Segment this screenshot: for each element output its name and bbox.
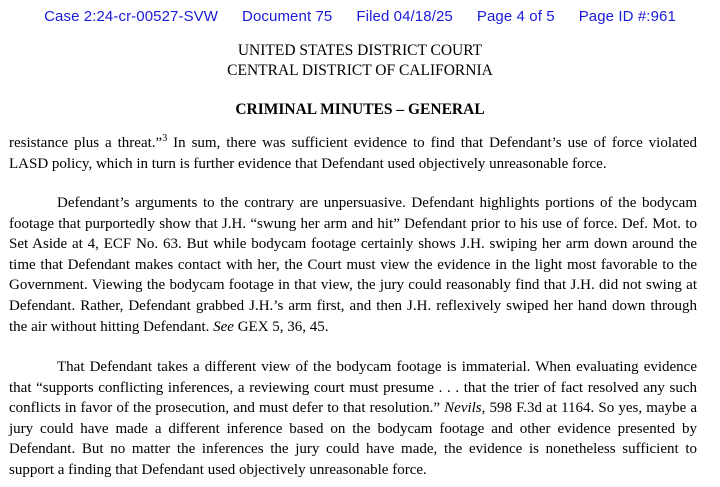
filing-header	[0, 8, 720, 25]
paragraph-1-lead: resistance plus a threat.”	[9, 135, 163, 151]
filed-date: Filed 04/18/25	[356, 8, 453, 25]
paragraph-2	[9, 193, 697, 337]
paragraph-3	[9, 357, 697, 481]
citation: GEX 5, 36, 45.	[233, 318, 329, 335]
paragraph-3-rest: , 598 F.3d at 1164. So yes, maybe a jury could have made a different inference based on the bodycam footage and other evidence presented by Defendant. But no matter the inferences the jury could have made, the evidence is nonetheless sufficient to support a finding that Defendant used objectively unreasonable force.	[9, 400, 698, 478]
paragraph-3-text: That Defendant takes a different view of the bodycam footage is immaterial. When evaluating evidence that “supports conflicting inferences, a reviewing court must presume . . . that the trier of fact resolved any such conflicts in favor of the prosecution, and must defer to that resolution.”	[9, 359, 697, 417]
document-number: Document 75	[242, 8, 333, 25]
paragraph-2-text: Defendant’s arguments to the contrary are unpersuasive. Defendant highlights portions of the bodycam footage that purportedly show that J.H. “swung her arm and hit” Defendant prior to his use of force. Def. Mot. to Set Aside at 4, ECF No. 63. But while bodycam footage certainly shows J.H. swiping her arm down around the time that Defendant makes contact with her, the Court must view the evidence in the light most favorable to the Government. Viewing the bodycam footage in that view, the jury could reasonably find that J.H. did not swing at Defendant. Rather, Defendant grabbed J.H.’s arm first, and then J.H. reflexively swiped her hand down through the air without hitting Defendant.	[9, 195, 697, 335]
page-count: Page 4 of 5	[476, 8, 555, 25]
court-name: UNITED STATES DISTRICT COURT	[237, 42, 483, 59]
case-name: Nevils	[444, 400, 482, 417]
page-id: Page ID #:961	[578, 8, 676, 25]
case-number: Case 2:24-cr-00527-SVW	[44, 8, 219, 25]
citation-signal: See	[213, 318, 234, 335]
footnote-ref: 3	[162, 133, 168, 144]
paragraph-1-rest: In sum, there was sufficient evidence to find that Defendant’s use of force violated LASD policy, which in turn is further evidence that Defendant used objectively unreasonable force.	[9, 135, 698, 172]
court-district: CENTRAL DISTRICT OF CALIFORNIA	[227, 62, 493, 79]
page-title: CRIMINAL MINUTES – GENERAL	[235, 101, 485, 118]
paragraph-1	[9, 133, 697, 174]
